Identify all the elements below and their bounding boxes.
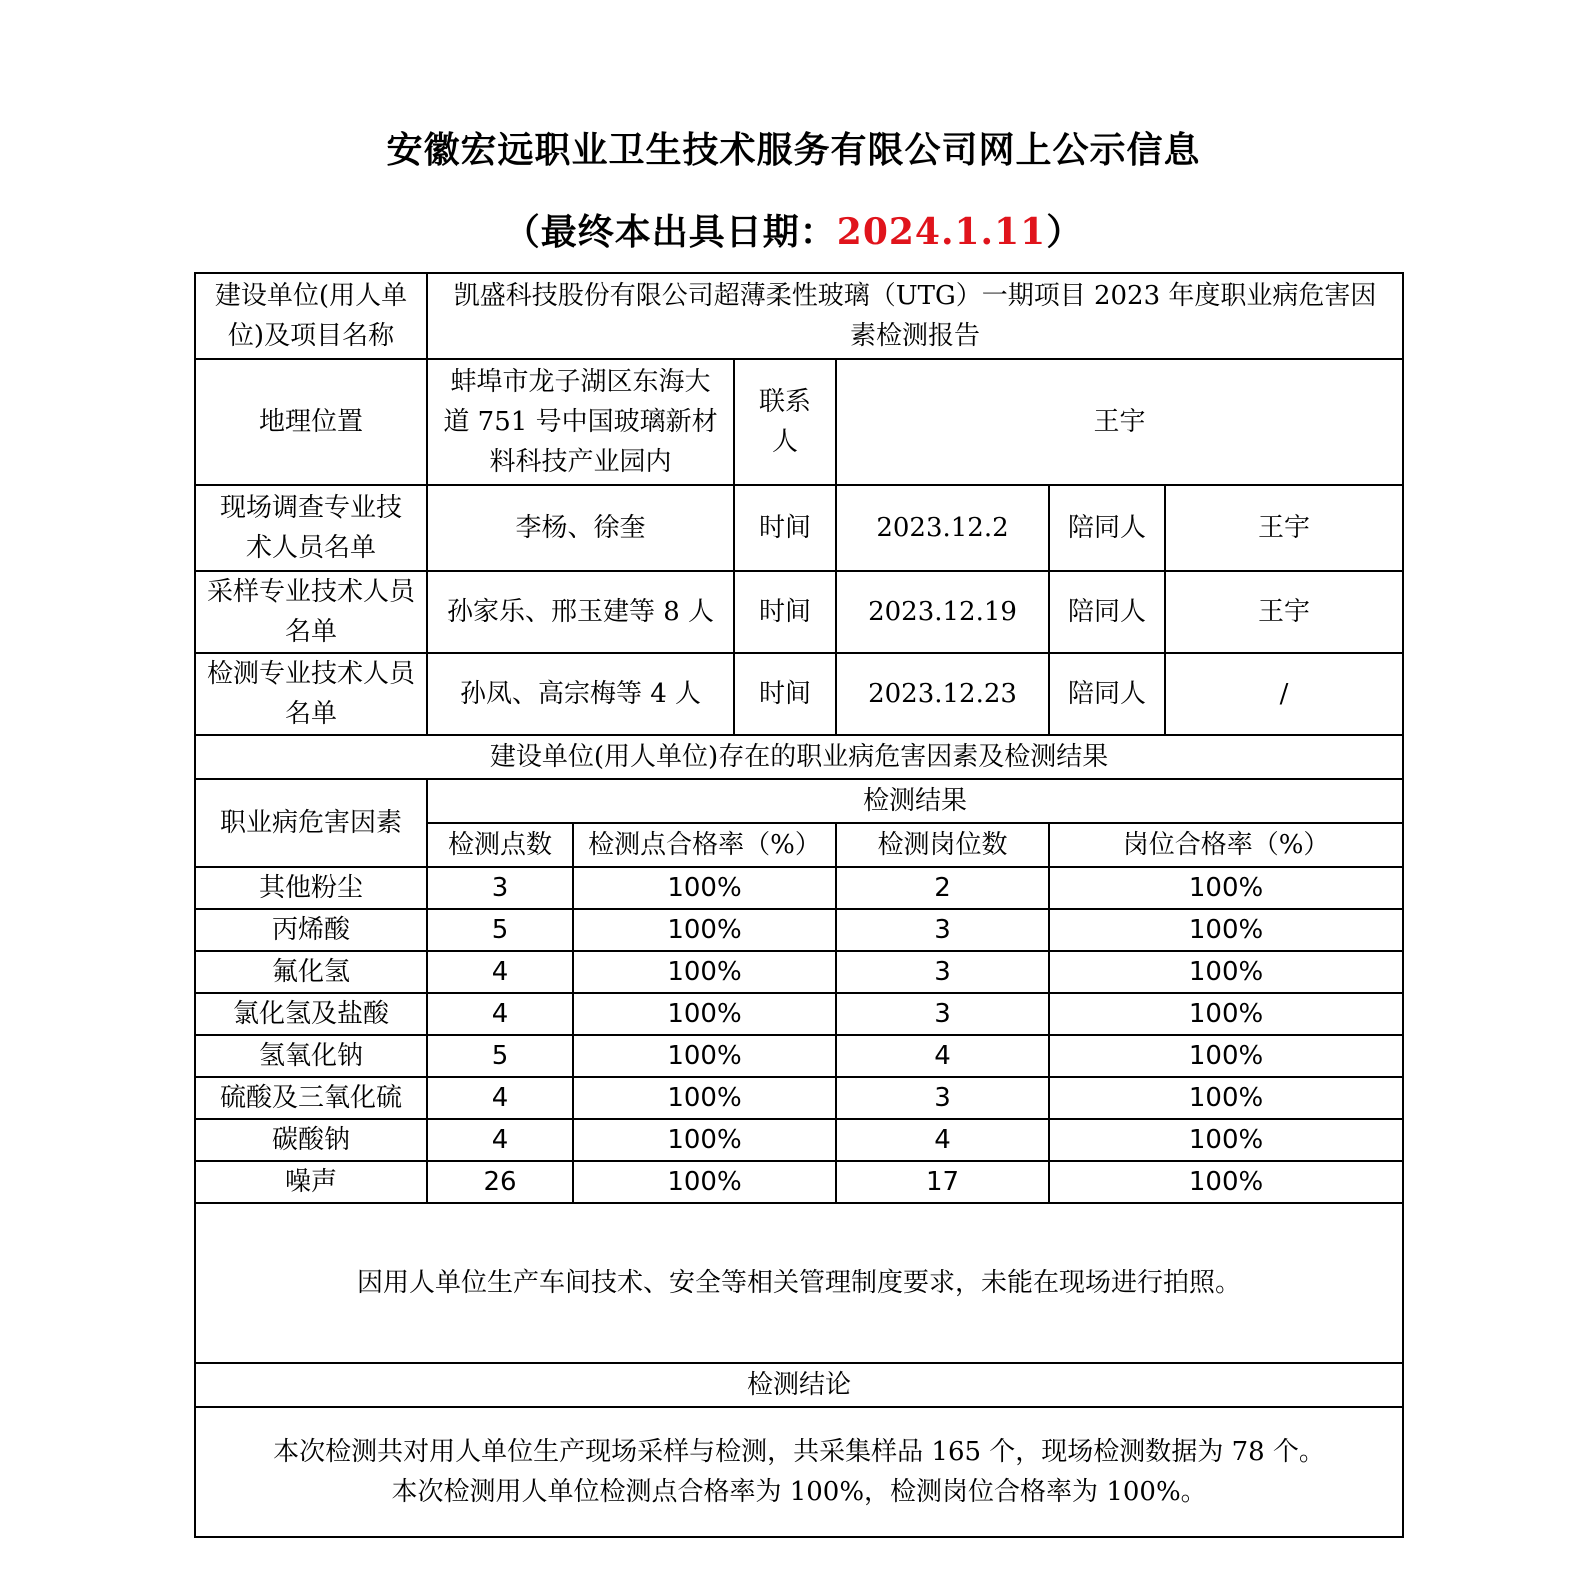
posts-cell: 3 — [836, 993, 1049, 1035]
issue-date-prefix: （最终本出具日期： — [503, 211, 837, 253]
photo-note: 因用人单位生产车间技术、安全等相关管理制度要求，未能在现场进行拍照。 — [195, 1203, 1403, 1363]
point-rate-cell: 100% — [573, 1035, 836, 1077]
factor-name: 噪声 — [195, 1161, 427, 1203]
table-row — [195, 867, 1403, 909]
table-row — [195, 993, 1403, 1035]
point-rate-cell: 100% — [573, 867, 836, 909]
table-row — [195, 1035, 1403, 1077]
testing-staff-label: 检测专业技术人员名单 — [195, 653, 427, 735]
posts-column-header: 检测岗位数 — [836, 823, 1049, 867]
project-value: 凯盛科技股份有限公司超薄柔性玻璃（UTG）一期项目 2023 年度职业病危害因素检测报告 — [427, 273, 1403, 359]
points-cell: 4 — [427, 1119, 573, 1161]
sampling-staff-value: 孙家乐、邢玉建等 8 人 — [427, 571, 734, 653]
points-cell: 4 — [427, 951, 573, 993]
post-rate-column-header: 岗位合格率（%） — [1049, 823, 1403, 867]
factor-name: 硫酸及三氧化硫 — [195, 1077, 427, 1119]
conclusion-line-1: 本次检测共对用人单位生产现场采样与检测，共采集样品 165 个，现场检测数据为 78 个。 — [273, 1437, 1325, 1467]
results-column-header: 检测结果 — [427, 779, 1403, 823]
points-cell: 5 — [427, 909, 573, 951]
post-rate-cell: 100% — [1049, 1161, 1403, 1203]
sampling-staff-label: 采样专业技术人员名单 — [195, 571, 427, 653]
post-rate-cell: 100% — [1049, 1119, 1403, 1161]
point-rate-cell: 100% — [573, 1077, 836, 1119]
project-label: 建设单位(用人单位)及项目名称 — [195, 273, 427, 359]
points-cell: 5 — [427, 1035, 573, 1077]
post-rate-cell: 100% — [1049, 993, 1403, 1035]
conclusion-line-2: 本次检测用人单位检测点合格率为 100%，检测岗位合格率为 100%。 — [391, 1477, 1207, 1507]
points-column-header: 检测点数 — [427, 823, 573, 867]
survey-time-label: 时间 — [734, 485, 836, 571]
points-cell: 26 — [427, 1161, 573, 1203]
post-rate-cell: 100% — [1049, 1035, 1403, 1077]
table-row — [195, 951, 1403, 993]
point-rate-cell: 100% — [573, 993, 836, 1035]
conclusion-title: 检测结论 — [195, 1363, 1403, 1407]
results-section-title: 建设单位(用人单位)存在的职业病危害因素及检测结果 — [195, 735, 1403, 779]
posts-cell: 3 — [836, 909, 1049, 951]
post-rate-cell: 100% — [1049, 951, 1403, 993]
location-label: 地理位置 — [195, 359, 427, 485]
point-rate-cell: 100% — [573, 909, 836, 951]
issue-date-value: 2024.1.11 — [836, 211, 1047, 253]
factor-name: 碳酸钠 — [195, 1119, 427, 1161]
testing-staff-value: 孙凤、高宗梅等 4 人 — [427, 653, 734, 735]
posts-cell: 4 — [836, 1119, 1049, 1161]
factor-name: 氢氧化钠 — [195, 1035, 427, 1077]
factor-name: 其他粉尘 — [195, 867, 427, 909]
testing-time-label: 时间 — [734, 653, 836, 735]
posts-cell: 17 — [836, 1161, 1049, 1203]
sampling-time-value: 2023.12.19 — [836, 571, 1049, 653]
point-rate-cell: 100% — [573, 1119, 836, 1161]
sampling-escort-label: 陪同人 — [1049, 571, 1165, 653]
point-rate-column-header: 检测点合格率（%） — [573, 823, 836, 867]
point-rate-cell: 100% — [573, 951, 836, 993]
survey-staff-label: 现场调查专业技术人员名单 — [195, 485, 427, 571]
issue-date-suffix: ） — [1046, 211, 1084, 253]
survey-time-value: 2023.12.2 — [836, 485, 1049, 571]
factor-name: 氯化氢及盐酸 — [195, 993, 427, 1035]
points-cell: 4 — [427, 1077, 573, 1119]
posts-cell: 3 — [836, 1077, 1049, 1119]
contact-label: 联系人 — [734, 359, 836, 485]
sampling-escort-value: 王宇 — [1165, 571, 1403, 653]
points-cell: 3 — [427, 867, 573, 909]
table-row — [195, 1119, 1403, 1161]
survey-escort-value: 王宇 — [1165, 485, 1403, 571]
page-title: 安徽宏远职业卫生技术服务有限公司网上公示信息 — [386, 129, 1201, 171]
conclusion-body — [195, 1407, 1403, 1537]
location-value: 蚌埠市龙子湖区东海大道 751 号中国玻璃新材料科技产业园内 — [427, 359, 734, 485]
table-row — [195, 1077, 1403, 1119]
survey-staff-value: 李杨、徐奎 — [427, 485, 734, 571]
table-row — [195, 909, 1403, 951]
factor-name: 氟化氢 — [195, 951, 427, 993]
table-row — [195, 1161, 1403, 1203]
contact-value: 王宇 — [836, 359, 1403, 485]
post-rate-cell: 100% — [1049, 1077, 1403, 1119]
issue-date-line — [0, 204, 1587, 255]
factor-column-header: 职业病危害因素 — [195, 779, 427, 867]
post-rate-cell: 100% — [1049, 909, 1403, 951]
points-cell: 4 — [427, 993, 573, 1035]
post-rate-cell: 100% — [1049, 867, 1403, 909]
testing-escort-value: / — [1165, 653, 1403, 735]
factor-name: 丙烯酸 — [195, 909, 427, 951]
posts-cell: 3 — [836, 951, 1049, 993]
testing-escort-label: 陪同人 — [1049, 653, 1165, 735]
sampling-time-label: 时间 — [734, 571, 836, 653]
survey-escort-label: 陪同人 — [1049, 485, 1165, 571]
posts-cell: 2 — [836, 867, 1049, 909]
report-table — [194, 272, 1404, 1538]
testing-time-value: 2023.12.23 — [836, 653, 1049, 735]
posts-cell: 4 — [836, 1035, 1049, 1077]
point-rate-cell: 100% — [573, 1161, 836, 1203]
